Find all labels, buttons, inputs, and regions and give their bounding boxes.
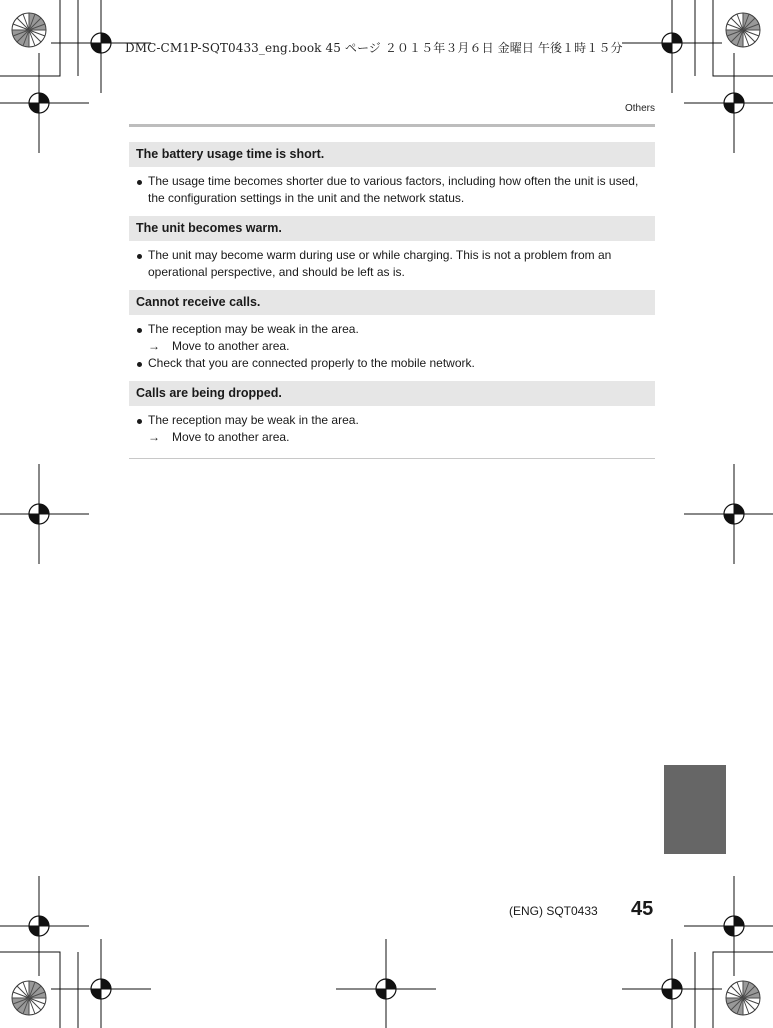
- answer-text: The unit may become warm during use or while charging. This is not a problem from an operational perspective, and should be left as is.: [148, 248, 612, 279]
- bottom-rule: [129, 458, 655, 459]
- faq-question: The unit becomes warm.: [129, 216, 655, 241]
- faq-answer: [129, 321, 655, 338]
- faq-answer: [129, 247, 655, 281]
- faq-item: [129, 381, 655, 446]
- bullet-icon: [137, 254, 142, 259]
- faq-remedy: [129, 338, 655, 355]
- bullet-icon: [137, 419, 142, 424]
- faq-question: Calls are being dropped.: [129, 381, 655, 406]
- bullet-icon: [137, 180, 142, 185]
- faq-question: The battery usage time is short.: [129, 142, 655, 167]
- faq-item: [129, 142, 655, 207]
- book-header: DMC-CM1P-SQT0433_eng.book 45 ページ ２０１５年３月６日 金曜日 午後１時１５分: [125, 41, 623, 55]
- answer-text: The reception may be weak in the area.: [148, 413, 359, 427]
- footer-code: (ENG) SQT0433: [509, 904, 598, 918]
- top-rule: [129, 124, 655, 127]
- faq-remedy: [129, 429, 655, 446]
- bullet-icon: [137, 328, 142, 333]
- remedy-text: Move to another area.: [172, 430, 290, 444]
- section-label: Others: [624, 103, 655, 114]
- bullet-icon: [137, 362, 142, 367]
- faq-question: Cannot receive calls.: [129, 290, 655, 315]
- faq-answer: [129, 412, 655, 429]
- faq-list: [129, 142, 655, 455]
- faq-item: [129, 216, 655, 281]
- remedy-text: Move to another area.: [172, 339, 290, 353]
- faq-item: [129, 290, 655, 372]
- chapter-side-tab: [664, 765, 726, 854]
- arrow-icon: →: [148, 430, 160, 444]
- answer-text: The reception may be weak in the area.: [148, 322, 359, 336]
- arrow-icon: →: [148, 339, 160, 353]
- page-number: 45: [631, 898, 654, 920]
- answer-text: Check that you are connected properly to the mobile network.: [148, 356, 475, 370]
- faq-answer: [129, 355, 655, 372]
- faq-answer: [129, 173, 655, 207]
- answer-text: The usage time becomes shorter due to various factors, including how often the unit is used, the configuration settings in the unit and the network status.: [148, 174, 639, 205]
